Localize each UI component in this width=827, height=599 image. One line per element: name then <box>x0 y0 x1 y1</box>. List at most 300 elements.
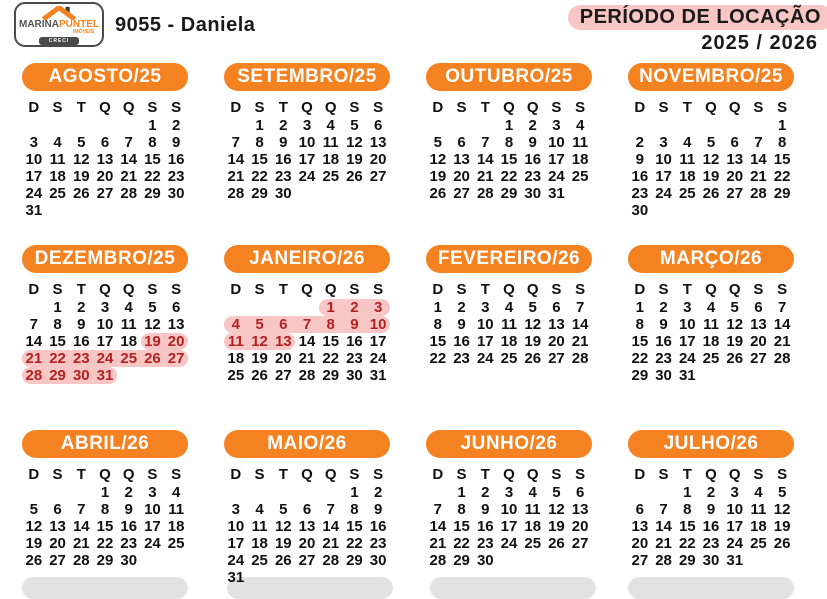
day-cell: 12 <box>773 501 791 518</box>
day-cell: 21 <box>120 168 138 185</box>
day-cell: 1 <box>319 299 343 316</box>
day-cell: 12 <box>274 518 292 535</box>
day-cell: 1 <box>53 299 62 316</box>
weekday-label: S <box>456 465 467 483</box>
weekday-label: S <box>658 465 669 483</box>
day-cell: 13 <box>726 151 744 168</box>
day-cell: 28 <box>476 185 494 202</box>
day-cell: 16 <box>702 518 720 535</box>
day-cell: 16 <box>120 518 138 535</box>
month-block-6 <box>224 242 390 427</box>
day-cell: 19 <box>726 333 744 350</box>
weekday-label: S <box>254 465 265 483</box>
day-cell: 3 <box>481 299 490 316</box>
weekday-label: Q <box>324 280 337 298</box>
weekday-label: Q <box>324 98 337 116</box>
day-cell: 30 <box>702 552 720 569</box>
day-cell: 4 <box>754 484 763 501</box>
day-cell: 30 <box>476 552 494 569</box>
day-cell: 24 <box>678 350 696 367</box>
day-cell: 23 <box>631 185 649 202</box>
day-cell: 11 <box>750 501 767 518</box>
day-cell: 29 <box>46 367 70 384</box>
day-cell: 11 <box>168 501 185 518</box>
day-cell: 22 <box>453 535 470 552</box>
day-grid <box>426 464 592 569</box>
month-title: MAIO/26 <box>224 430 390 458</box>
day-cell: 16 <box>631 168 649 185</box>
weekday-label: Q <box>324 465 337 483</box>
day-cell: 5 <box>29 501 39 518</box>
day-grid <box>426 279 592 367</box>
weekday-label: D <box>230 280 242 298</box>
day-cell: 14 <box>25 333 43 350</box>
weekday-label: D <box>432 465 444 483</box>
day-cell: 3 <box>659 134 668 151</box>
day-cell: 14 <box>227 151 245 168</box>
day-cell: 6 <box>635 501 645 518</box>
weekday-label: S <box>171 98 182 116</box>
day-cell: 16 <box>346 333 363 350</box>
day-cell: 27 <box>369 168 387 185</box>
day-cell: 10 <box>25 151 43 168</box>
day-cell: 2 <box>481 484 490 501</box>
day-cell: 4 <box>575 117 585 134</box>
day-cell: 26 <box>524 350 542 367</box>
day-cell: 29 <box>251 185 268 202</box>
day-cell: 10 <box>655 151 672 168</box>
day-cell: 24 <box>548 168 565 185</box>
months-grid <box>0 60 827 584</box>
day-cell: 19 <box>524 333 542 350</box>
weekday-label: Q <box>705 280 717 298</box>
day-cell: 27 <box>726 185 744 202</box>
period-years: 2025 / 2026 <box>701 32 818 54</box>
day-cell: 1 <box>350 484 359 501</box>
day-cell: 6 <box>373 117 383 134</box>
weekday-label: S <box>254 98 265 116</box>
day-cell: 27 <box>631 552 649 569</box>
month-title: SETEMBRO/25 <box>224 63 390 91</box>
day-grid <box>22 464 188 569</box>
day-cell: 25 <box>678 185 696 202</box>
day-cell: 10 <box>144 501 161 518</box>
day-cell: 2 <box>635 134 645 151</box>
weekday-label: D <box>28 465 40 483</box>
weekday-label: D <box>432 98 444 116</box>
day-cell: 15 <box>49 333 66 350</box>
day-cell: 7 <box>481 134 490 151</box>
day-cell: 21 <box>298 350 316 367</box>
day-cell: 27 <box>453 185 470 202</box>
weekday-label: S <box>254 280 265 298</box>
day-cell: 17 <box>476 333 494 350</box>
day-cell: 30 <box>69 367 93 384</box>
day-cell: 17 <box>96 333 114 350</box>
day-cell: 12 <box>429 151 447 168</box>
day-cell: 4 <box>171 484 181 501</box>
day-cell: 14 <box>476 151 494 168</box>
day-cell: 23 <box>167 168 185 185</box>
day-cell: 25 <box>251 552 268 569</box>
day-cell: 23 <box>120 535 138 552</box>
day-cell: 7 <box>29 316 39 333</box>
period-badge: PERÍODO DE LOCAÇÃO <box>568 5 827 30</box>
day-cell: 23 <box>524 168 542 185</box>
day-cell: 28 <box>72 552 90 569</box>
day-cell: 16 <box>369 518 387 535</box>
day-cell: 1 <box>635 299 645 316</box>
day-cell: 6 <box>457 134 466 151</box>
weekday-label: Q <box>122 98 135 116</box>
day-cell: 5 <box>528 299 537 316</box>
day-cell: 15 <box>96 518 114 535</box>
empty-cell <box>224 117 248 134</box>
day-cell: 12 <box>726 316 744 333</box>
day-cell: 11 <box>251 518 268 535</box>
day-cell: 24 <box>227 552 245 569</box>
day-cell: 21 <box>227 168 245 185</box>
marina-puntel-logo <box>14 2 104 47</box>
day-cell: 4 <box>326 117 335 134</box>
day-cell: 3 <box>231 501 241 518</box>
day-cell: 30 <box>631 202 649 219</box>
empty-cell <box>723 117 747 134</box>
weekday-label: S <box>349 280 360 298</box>
day-cell: 4 <box>706 299 716 316</box>
day-cell: 29 <box>96 552 114 569</box>
day-cell: 20 <box>274 350 292 367</box>
day-cell: 14 <box>655 518 672 535</box>
empty-cell <box>319 484 343 501</box>
day-cell: 28 <box>429 552 447 569</box>
empty-cell <box>46 117 70 134</box>
weekday-label: D <box>432 280 444 298</box>
day-cell: 23 <box>476 535 494 552</box>
day-cell: 1 <box>457 484 466 501</box>
empty-cell <box>22 299 46 316</box>
day-cell: 14 <box>298 333 316 350</box>
weekday-label: Q <box>526 465 539 483</box>
day-cell: 20 <box>164 333 188 350</box>
month-block-11 <box>426 427 592 586</box>
weekday-label: S <box>349 465 360 483</box>
weekday-label: T <box>682 280 692 298</box>
day-cell: 20 <box>548 333 565 350</box>
day-cell: 17 <box>144 518 161 535</box>
day-cell: 17 <box>678 333 696 350</box>
day-cell: 7 <box>777 299 787 316</box>
day-cell: 24 <box>476 350 494 367</box>
day-cell: 30 <box>167 185 185 202</box>
day-cell: 9 <box>481 501 490 518</box>
day-cell: 2 <box>124 484 133 501</box>
day-cell: 4 <box>224 316 248 333</box>
day-cell: 3 <box>504 484 514 501</box>
day-cell: 22 <box>144 168 161 185</box>
weekday-label: Q <box>99 280 111 298</box>
day-cell: 29 <box>500 185 518 202</box>
weekday-label: D <box>28 280 40 298</box>
day-cell: 10 <box>366 316 390 333</box>
day-cell: 6 <box>53 501 62 518</box>
day-cell: 20 <box>453 168 470 185</box>
logo-text-puntel: PUNTEL <box>59 19 99 30</box>
weekday-label: T <box>480 280 490 298</box>
day-cell: 15 <box>678 518 696 535</box>
house-roof-icon <box>37 6 81 20</box>
day-cell: 27 <box>274 367 292 384</box>
weekday-label: Q <box>99 98 111 116</box>
day-cell: 20 <box>96 168 114 185</box>
day-cell: 25 <box>227 367 245 384</box>
day-cell: 9 <box>635 151 645 168</box>
day-cell: 4 <box>53 134 62 151</box>
day-cell: 15 <box>346 518 363 535</box>
weekday-label: Q <box>503 98 515 116</box>
day-cell: 7 <box>575 299 585 316</box>
day-cell: 22 <box>322 350 340 367</box>
month-title: AGOSTO/25 <box>22 63 188 91</box>
month-block-10 <box>224 427 390 586</box>
day-cell: 18 <box>702 333 720 350</box>
day-cell: 8 <box>350 501 359 518</box>
day-cell: 16 <box>274 151 292 168</box>
day-cell: 29 <box>631 367 649 384</box>
day-cell: 1 <box>504 117 514 134</box>
weekday-label: D <box>634 280 646 298</box>
month-block-12 <box>628 427 794 586</box>
empty-cell <box>69 484 93 501</box>
day-cell: 18 <box>251 535 268 552</box>
day-cell: 22 <box>429 350 447 367</box>
weekday-label: S <box>147 465 158 483</box>
day-cell: 18 <box>500 333 518 350</box>
day-cell: 31 <box>678 367 696 384</box>
day-cell: 24 <box>298 168 316 185</box>
month-block-5 <box>22 242 188 427</box>
day-cell: 1 <box>433 299 443 316</box>
day-cell: 23 <box>702 535 720 552</box>
day-cell: 8 <box>319 316 343 333</box>
day-cell: 10 <box>678 316 696 333</box>
day-cell: 8 <box>100 501 110 518</box>
day-cell: 2 <box>457 299 466 316</box>
day-cell: 20 <box>571 518 589 535</box>
page-header <box>0 0 827 58</box>
day-cell: 31 <box>93 367 117 384</box>
weekday-label: Q <box>122 280 135 298</box>
day-cell: 26 <box>726 350 744 367</box>
weekday-label: S <box>753 465 764 483</box>
day-cell: 17 <box>25 168 43 185</box>
day-cell: 3 <box>29 134 39 151</box>
day-cell: 25 <box>524 535 542 552</box>
day-cell: 6 <box>302 501 312 518</box>
weekday-label: S <box>373 98 384 116</box>
weekday-label: T <box>682 98 692 116</box>
weekday-label: S <box>171 280 182 298</box>
empty-cell <box>675 117 699 134</box>
day-cell: 5 <box>77 134 86 151</box>
day-cell: 3 <box>730 484 739 501</box>
day-cell: 22 <box>346 535 363 552</box>
day-cell: 7 <box>433 501 443 518</box>
day-cell: 5 <box>552 484 561 501</box>
day-cell: 29 <box>346 552 363 569</box>
weekday-label: Q <box>728 465 741 483</box>
day-cell: 16 <box>453 333 470 350</box>
day-cell: 9 <box>528 134 537 151</box>
weekday-label: Q <box>301 280 313 298</box>
logo-tagline: IMÓVEIS <box>73 29 94 35</box>
day-cell: 4 <box>528 484 537 501</box>
empty-cell <box>93 117 117 134</box>
day-cell: 30 <box>346 367 363 384</box>
day-cell: 31 <box>369 367 387 384</box>
day-cell: 8 <box>777 134 787 151</box>
empty-cell <box>224 299 248 316</box>
day-cell: 6 <box>575 484 585 501</box>
empty-cell <box>248 484 272 501</box>
day-cell: 22 <box>96 535 114 552</box>
weekday-label: S <box>658 280 669 298</box>
day-cell: 20 <box>298 535 316 552</box>
weekday-label: T <box>76 98 86 116</box>
day-cell: 2 <box>279 117 288 134</box>
empty-cell <box>69 117 93 134</box>
day-cell: 19 <box>72 168 90 185</box>
day-cell: 2 <box>343 299 367 316</box>
weekday-label: T <box>480 98 490 116</box>
day-grid <box>22 279 188 384</box>
day-cell: 18 <box>227 350 245 367</box>
day-cell: 25 <box>49 185 66 202</box>
day-cell: 24 <box>500 535 518 552</box>
weekday-label: Q <box>99 465 111 483</box>
day-cell: 9 <box>279 134 288 151</box>
day-cell: 12 <box>72 151 90 168</box>
day-cell: 18 <box>322 151 340 168</box>
day-cell: 29 <box>678 552 696 569</box>
day-cell: 13 <box>49 518 66 535</box>
day-cell: 27 <box>571 535 589 552</box>
empty-cell <box>46 484 70 501</box>
day-cell: 6 <box>552 299 561 316</box>
day-cell: 2 <box>77 299 86 316</box>
day-cell: 13 <box>369 134 387 151</box>
day-grid <box>224 464 390 586</box>
day-cell: 8 <box>255 134 264 151</box>
day-cell: 16 <box>524 151 542 168</box>
day-cell: 11 <box>49 151 66 168</box>
month-title: ABRIL/26 <box>22 430 188 458</box>
day-cell: 28 <box>571 350 589 367</box>
day-cell: 30 <box>369 552 387 569</box>
empty-cell <box>295 299 319 316</box>
empty-cell <box>473 117 497 134</box>
day-cell: 14 <box>750 151 767 168</box>
day-cell: 18 <box>49 168 66 185</box>
day-cell: 9 <box>171 134 181 151</box>
day-cell: 8 <box>504 134 514 151</box>
day-cell: 9 <box>706 501 716 518</box>
day-cell: 5 <box>148 299 157 316</box>
weekday-label: Q <box>526 280 539 298</box>
day-cell: 12 <box>702 151 720 168</box>
day-cell: 4 <box>124 299 133 316</box>
day-cell: 29 <box>773 185 791 202</box>
day-cell: 14 <box>120 151 138 168</box>
day-cell: 26 <box>429 185 447 202</box>
day-cell: 28 <box>120 185 138 202</box>
day-cell: 24 <box>93 350 117 367</box>
month-title: MARÇO/26 <box>628 245 794 273</box>
weekday-label: S <box>147 280 158 298</box>
day-cell: 21 <box>322 535 340 552</box>
day-grid <box>22 97 188 219</box>
day-cell: 18 <box>571 151 589 168</box>
day-cell: 24 <box>25 185 43 202</box>
weekday-label: S <box>753 280 764 298</box>
logo-creci-bar: CRECI <box>39 37 80 45</box>
day-cell: 23 <box>346 350 363 367</box>
day-cell: 27 <box>49 552 66 569</box>
day-cell: 22 <box>500 168 518 185</box>
empty-cell <box>652 117 676 134</box>
day-cell: 24 <box>726 535 744 552</box>
day-cell: 11 <box>524 501 541 518</box>
weekday-label: Q <box>705 98 717 116</box>
day-cell: 19 <box>141 333 165 350</box>
day-cell: 20 <box>49 535 66 552</box>
empty-cell <box>426 117 450 134</box>
day-cell: 26 <box>346 168 363 185</box>
day-cell: 4 <box>683 134 692 151</box>
day-cell: 10 <box>227 518 245 535</box>
month-title: DEZEMBRO/25 <box>22 245 188 273</box>
empty-cell <box>450 117 474 134</box>
day-cell: 4 <box>255 501 264 518</box>
empty-cell <box>248 299 272 316</box>
weekday-label: S <box>777 98 788 116</box>
day-cell: 19 <box>25 535 43 552</box>
weekday-label: S <box>551 465 562 483</box>
day-cell: 13 <box>548 316 565 333</box>
weekday-label: Q <box>122 465 135 483</box>
weekday-label: S <box>777 280 788 298</box>
day-cell: 1 <box>100 484 110 501</box>
day-cell: 11 <box>120 316 137 333</box>
day-cell: 8 <box>457 501 466 518</box>
day-cell: 24 <box>655 185 672 202</box>
day-cell: 25 <box>571 168 589 185</box>
day-cell: 7 <box>231 134 241 151</box>
empty-cell <box>295 484 319 501</box>
day-cell: 30 <box>274 185 292 202</box>
day-cell: 18 <box>524 518 542 535</box>
day-cell: 29 <box>322 367 340 384</box>
day-cell: 5 <box>730 299 739 316</box>
day-grid <box>628 97 794 219</box>
empty-cell <box>22 117 46 134</box>
day-cell: 19 <box>251 350 268 367</box>
day-cell: 12 <box>248 333 272 350</box>
empty-cell <box>747 117 771 134</box>
day-cell: 13 <box>96 151 114 168</box>
day-cell: 21 <box>655 535 672 552</box>
day-cell: 7 <box>77 501 86 518</box>
